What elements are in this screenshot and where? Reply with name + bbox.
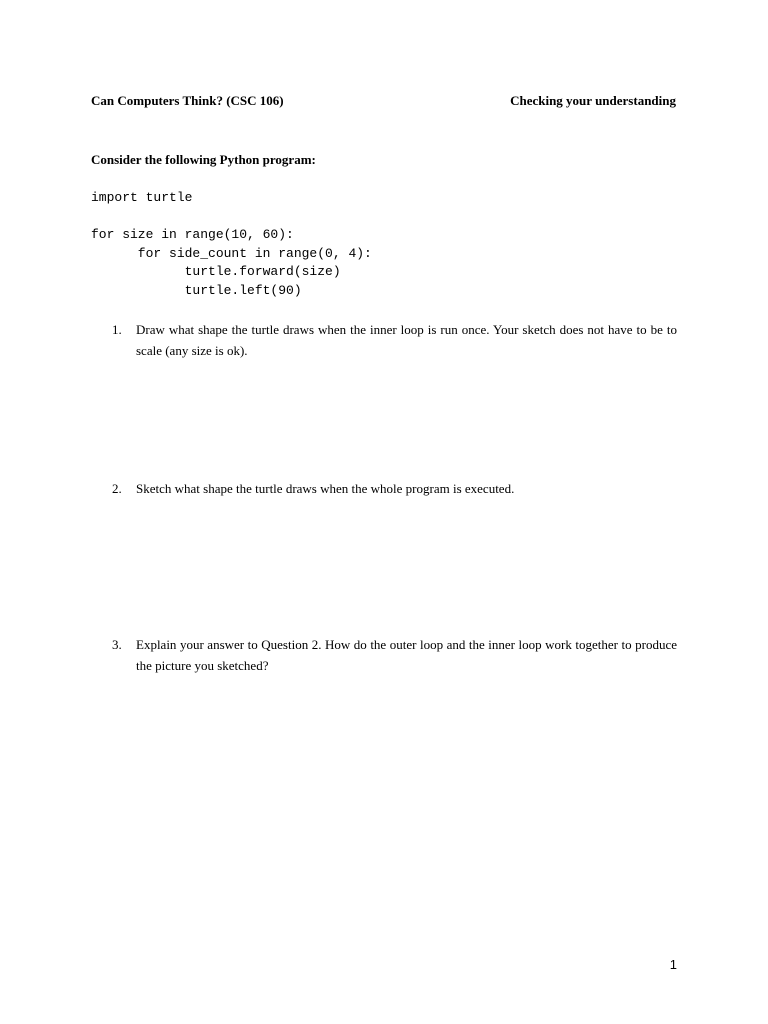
question-number: 3. — [112, 637, 122, 652]
question-text: Sketch what shape the turtle draws when the whole program is executed. — [136, 481, 515, 496]
code-line — [91, 208, 372, 227]
question-1 — [91, 319, 677, 361]
python-code-block — [91, 189, 372, 300]
code-line: for side_count in range(0, 4): — [91, 245, 372, 261]
question-3 — [91, 634, 677, 676]
question-number: 2. — [112, 481, 122, 496]
question-number: 1. — [112, 322, 122, 337]
intro-text: Consider the following Python program: — [91, 152, 316, 167]
question-text: Draw what shape the turtle draws when the inner loop is run once. Your sketch does not have to be to scale (any size is ok). — [136, 322, 677, 358]
course-title: Can Computers Think? (CSC 106) — [91, 93, 284, 108]
code-line: turtle.left(90) — [91, 282, 302, 298]
question-text: Explain your answer to Question 2. How do the outer loop and the inner loop work together to produce the picture you sketched? — [136, 637, 677, 673]
page-number: 1 — [669, 957, 677, 972]
section-title: Checking your understanding — [510, 93, 676, 108]
question-2 — [91, 478, 677, 499]
code-line: for size in range(10, 60): — [91, 227, 294, 242]
code-line: turtle.forward(size) — [91, 264, 341, 279]
code-line: import turtle — [91, 190, 193, 205]
